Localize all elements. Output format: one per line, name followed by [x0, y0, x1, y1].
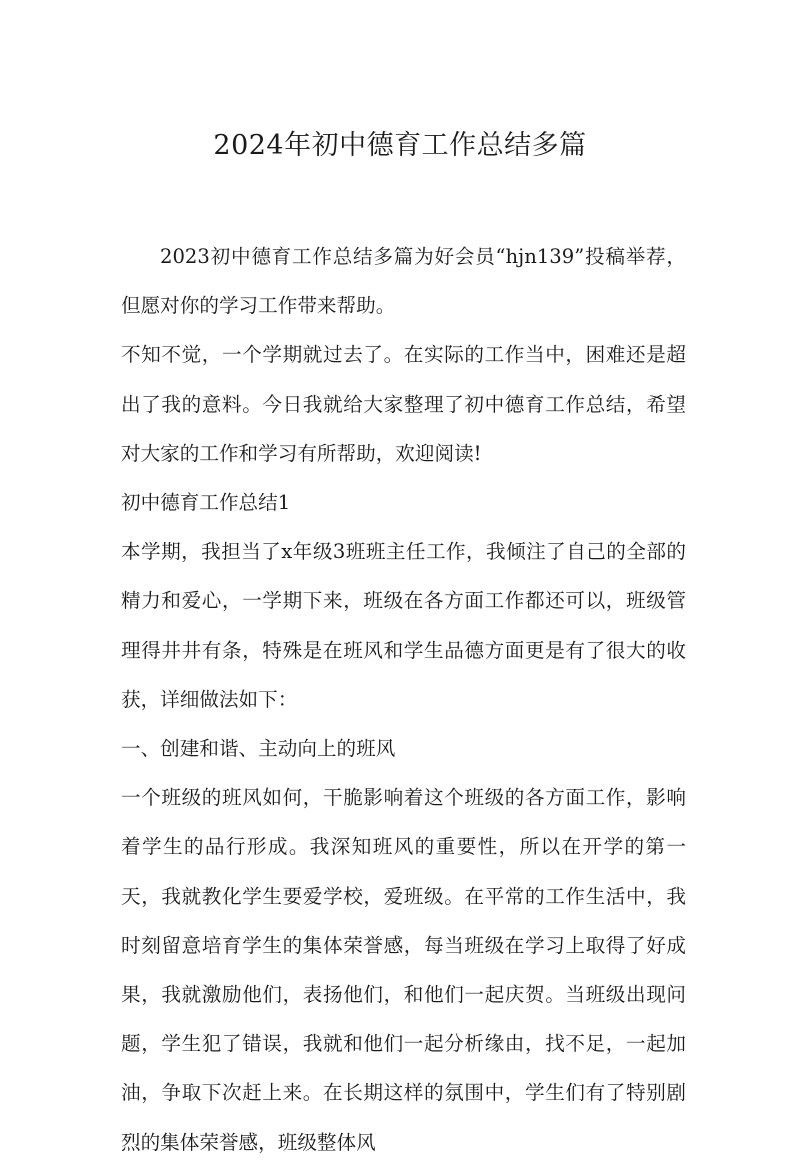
subsection-heading: 一、创建和谐、主动向上的班风 — [121, 737, 396, 761]
paragraph-intro: 2023初中德育工作总结多篇为好会员“hjn139”投稿举荐，但愿对你的学习工作带来帮助。 — [121, 245, 686, 318]
document-title: 2024年初中德育工作总结多篇 — [213, 130, 587, 161]
paragraph-overview: 本学期，我担当了x年级3班班主任工作，我倾注了自己的全部的精力和爱心，一学期下来，班级在各方面工作都还可以，班级管理得井井有条，特殊是在班风和学生品德方面更是有了很大的收获，详细做法如下： — [121, 540, 686, 711]
section-heading: 初中德育工作总结1 — [121, 491, 291, 515]
paragraph-class-atmosphere: 一个班级的班风如何，干脆影响着这个班级的各方面工作，影响着学生的品行形成。我深知班风的重要性，所以在开学的第一天，我就教化学生要爱学校，爱班级。在平常的工作生活中，我时刻留意培育学生的集体荣誉感，每当班级在学习上取得了好成果，我就激励他们，表扬他们，和他们一起庆贺。当班级出现问题，学生犯了错误，我就和他们一起分析缘由，找不足，一起加油，争取下次赶上来。在长期这样的氛围中，学生们有了特别剧烈的集体荣誉感，班级整体风 — [121, 786, 686, 1154]
paragraph-preface: 不知不觉，一个学期就过去了。在实际的工作当中，困难还是超出了我的意料。今日我就给大家整理了初中德育工作总结，希望对大家的工作和学习有所帮助，欢迎阅读! — [121, 343, 686, 465]
document-body — [121, 232, 686, 1167]
